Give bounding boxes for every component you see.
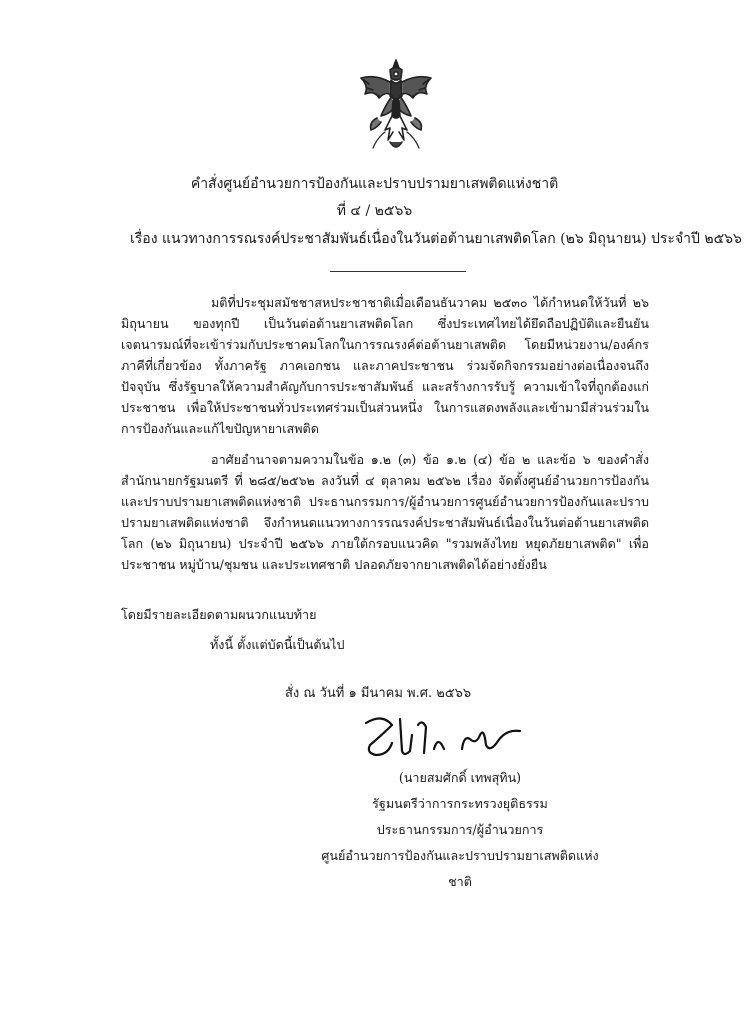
body-paragraph-3: โดยมีรายละเอียดตามผนวกแนบท้าย [121,607,317,622]
body-paragraph-1: มติที่ประชุมสมัชชาสหประชาชาติเมื่อเดือนธันวาคม ๒๕๓๐ ได้กำหนดให้วันที่ ๒๖ มิถุนายน ของทุกปี เป็นวันต่อต้านยาเสพติดโลก ซึ่งประเทศไทยได้ยึดถือปฏิบัติและยืนยันเจตนารมณ์ที่จะเข้าร่วมกับประชาคมโลกในการรณรงค์ต่อต้านยาเสพติด โดยมีหน่วยงาน/องค์กรภาคีที่เกี่ยวข้อง ทั้งภาครัฐ ภาคเอกชน และภาคประชาชน ร่วมจัดกิจกรรมอย่างต่อเนื่องจนถึงปัจจุบัน ซึ่งรัฐบาลให้ความสำคัญกับการประชาสัมพันธ์ และสร้างการรับรู้ ความเข้าใจที่ถูกต้องแก่ประชาชน เพื่อให้ประชาชนทั่วประเทศร่วมเป็นส่วนหนึ่ง ในการแสดงพลังและเข้ามามีส่วนร่วมในการป้องกันและแก้ไขปัญหายาเสพติด [121,295,649,436]
garuda-emblem-icon [355,56,437,156]
handwritten-signature [352,705,532,765]
signatory-position-1: รัฐมนตรีว่าการกระทรวงยุติธรรม [372,796,548,811]
effective-clause: ทั้งนี้ ตั้งแต่บัดนี้เป็นต้นไป [210,637,345,652]
signatory-position-3: ศูนย์อำนวยการป้องกันและปราบปรามยาเสพติดแห่งชาติ [321,848,599,889]
order-subject: เรื่อง แนวทางการรณรงค์ประชาสัมพันธ์เนื่องในวันต่อต้านยาเสพติดโลก (๒๖ มิถุนายน) ประจำปี ๒๕๖๖ [130,231,742,247]
divider-line [330,271,466,272]
body-paragraph-2: อาศัยอำนาจตามความในข้อ ๑.๒ (๓) ข้อ ๑.๒ (๔) ข้อ ๒ และข้อ ๖ ของคำสั่งสำนักนายกรัฐมนตรี ที่ ๒๘๕/๒๕๖๒ ลงวันที่ ๔ ตุลาคม ๒๕๖๒ เรื่อง จัดตั้งศูนย์อำนวยการป้องกันและปราบปรามยาเสพติดแห่งชาติ ประธานกรรมการ/ผู้อำนวยการศูนย์อำนวยการป้องกันและปราบปรามยาเสพติดแห่งชาติ จึงกำหนดแนวทางการรณรงค์ประชาสัมพันธ์เนื่องในวันต่อต้านยาเสพติดโลก (๒๖ มิถุนายน) ประจำปี ๒๕๖๖ ภายใต้กรอบแนวคิด "รวมพลังไทย หยุดภัยยาเสพติด" เพื่อประชาชน หมู่บ้าน/ชุมชน และประเทศชาติ ปลอดภัยจากยาเสพติดได้อย่างยั่งยืน [121,452,649,572]
signatory-position-2: ประธานกรรมการ/ผู้อำนวยการ [376,822,544,837]
order-title: คำสั่งศูนย์อำนวยการป้องกันและปราบปรามยาเสพติดแห่งชาติ [190,176,559,192]
order-date: สั่ง ณ วันที่ ๑ มีนาคม พ.ศ. ๒๕๖๖ [285,686,472,701]
signatory-name: (นายสมศักดิ์ เทพสุทิน) [398,770,522,785]
order-number: ที่ ๔ / ๒๕๖๖ [336,203,413,219]
